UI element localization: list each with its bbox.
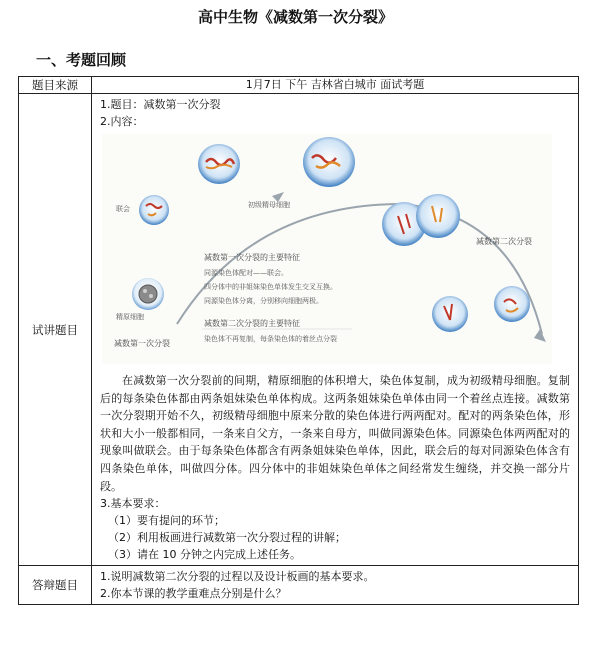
- features1-line-3: 同源染色体分离，分别移向细胞两极。: [204, 297, 323, 305]
- exam-table: [18, 76, 579, 605]
- label-meiosis2: 减数第二次分裂: [476, 237, 532, 246]
- features2-title: 减数第二次分裂的主要特征: [204, 319, 300, 328]
- requirements-title: 3.基本要求：: [100, 497, 166, 511]
- trial-label: 试讲题目: [19, 94, 92, 566]
- defense-question-1: 1.说明减数第二次分裂的过程以及设计板画的基本要求。: [100, 570, 375, 584]
- features1-line-2: 四分体中的非姐妹染色单体发生交叉互换。: [204, 283, 337, 291]
- defense-label: 答辩题目: [19, 566, 92, 605]
- requirement-2: （2）利用板画进行减数第一次分裂过程的讲解；: [108, 531, 346, 545]
- cell-secondary-b: [494, 286, 530, 322]
- features1-line-1: 同源染色体配对——联会。: [204, 269, 288, 277]
- trial-row: [19, 94, 579, 566]
- meiosis-diagram: [102, 134, 552, 364]
- meiosis-figure: [102, 134, 552, 364]
- source-row: [19, 77, 579, 94]
- label-chuji: 初级精母细胞: [248, 201, 290, 209]
- requirement-1: （1）要有提问的环节；: [108, 514, 225, 528]
- defense-row: [19, 566, 579, 605]
- source-value: 1月7日 下午 吉林省白城市 面试考题: [92, 77, 579, 94]
- features1-title: 减数第一次分裂的主要特征: [204, 253, 300, 262]
- arrow-head: [534, 329, 546, 342]
- section-title: 一、考题回顾: [36, 51, 127, 69]
- label-meiosis1: 减数第一次分裂: [114, 339, 170, 348]
- requirement-3: （3）请在 10 分钟之内完成上述任务。: [108, 548, 301, 562]
- content-line: 2.内容：: [100, 115, 144, 128]
- cell-anaphase-b: [416, 194, 460, 238]
- defense-question-2: 2.你本节课的教学重难点分别是什么？: [100, 587, 287, 601]
- defense-content: [92, 566, 579, 605]
- cell-synapsis: [139, 195, 169, 225]
- label-jingyuan: 精原细胞: [116, 313, 144, 321]
- document-title: 高中生物《减数第一次分裂》: [197, 8, 393, 26]
- topic-line: 1.题目：减数第一次分裂: [100, 98, 221, 111]
- label-lianhui: 联会: [116, 205, 130, 213]
- content-paragraph: 在减数第一次分裂前的间期，精原细胞的体积增大，染色体复制，成为初级精母细胞。复制后的每条染色体都由两条姐妹染色单体构成。这两条姐妹染色单体由同一个着丝点连接。减数第一次分裂期开始不久，初级精母细胞中原来分散的染色体进行两两配对。配对的两条染色体，形状和大小一般都相同，一条来自父方，一条来自母方，叫做同源染色体。同源染色体两两配对的现象叫做联会。由于每条染色体都含有两条姐妹染色单体，因此，联会后的每对同源染色体含有四条染色单体，叫做四分体。四分体中的非姐妹染色单体之间经常发生缠绕，并交换一部分片段。: [100, 374, 570, 493]
- source-label: 题目来源: [19, 77, 92, 94]
- features2-line: 染色体不再复制，每条染色体的着丝点分裂: [204, 335, 337, 343]
- trial-content: [92, 94, 579, 566]
